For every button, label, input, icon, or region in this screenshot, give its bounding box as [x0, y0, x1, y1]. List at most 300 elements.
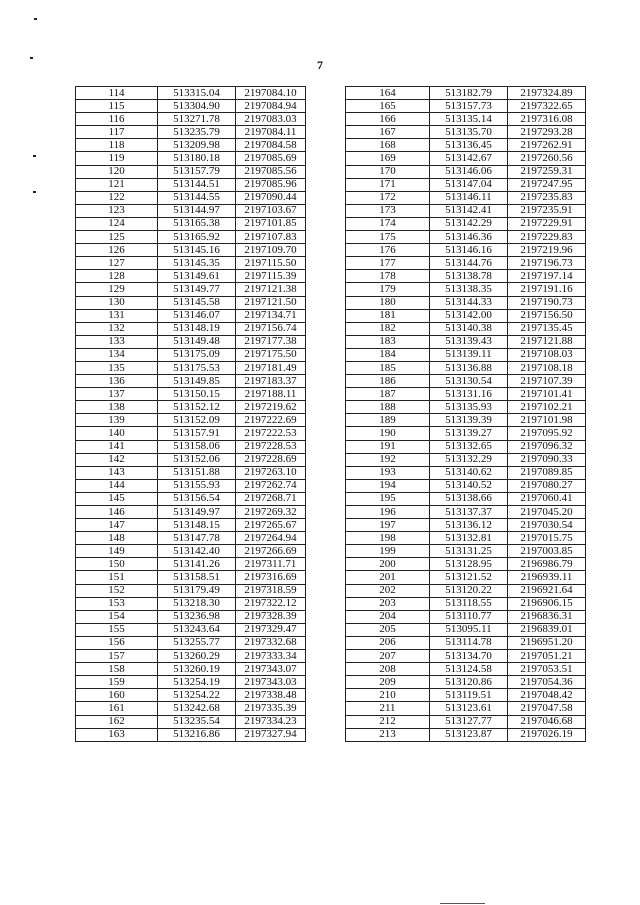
y-coordinate-cell: 2197084.94: [236, 100, 306, 113]
y-coordinate-cell: 2197134.71: [236, 309, 306, 322]
y-coordinate-cell: 2197054.36: [508, 676, 586, 689]
y-coordinate-cell: 2197188.11: [236, 388, 306, 401]
table-row: [346, 492, 586, 505]
x-coordinate-cell: 513315.04: [158, 87, 236, 100]
y-coordinate-cell: 2197135.45: [508, 322, 586, 335]
x-coordinate-cell: 513157.79: [158, 165, 236, 178]
x-coordinate-cell: 513235.54: [158, 715, 236, 728]
y-coordinate-cell: 2197107.83: [236, 231, 306, 244]
table-row: [76, 453, 306, 466]
y-coordinate-cell: 2197084.10: [236, 87, 306, 100]
point-number-cell: 186: [346, 375, 430, 388]
table-row: [346, 610, 586, 623]
point-number-cell: 197: [346, 519, 430, 532]
table-row: [76, 545, 306, 558]
y-coordinate-cell: 2197311.71: [236, 558, 306, 571]
point-number-cell: 123: [76, 204, 158, 217]
x-coordinate-cell: 513139.43: [430, 335, 508, 348]
table-row: [346, 453, 586, 466]
y-coordinate-cell: 2197107.39: [508, 375, 586, 388]
point-number-cell: 170: [346, 165, 430, 178]
table-row: [346, 257, 586, 270]
table-row: [346, 636, 586, 649]
y-coordinate-cell: 2197293.28: [508, 126, 586, 139]
x-coordinate-cell: 513149.61: [158, 270, 236, 283]
y-coordinate-cell: 2197048.42: [508, 689, 586, 702]
x-coordinate-cell: 513144.55: [158, 191, 236, 204]
point-number-cell: 139: [76, 414, 158, 427]
x-coordinate-cell: 513141.26: [158, 558, 236, 571]
x-coordinate-cell: 513140.62: [430, 466, 508, 479]
y-coordinate-cell: 2197090.33: [508, 453, 586, 466]
table-row: [76, 532, 306, 545]
point-number-cell: 171: [346, 178, 430, 191]
x-coordinate-cell: 513146.16: [430, 244, 508, 257]
table-row: [76, 296, 306, 309]
y-coordinate-cell: 2196839.01: [508, 623, 586, 636]
x-coordinate-cell: 513138.35: [430, 283, 508, 296]
point-number-cell: 158: [76, 663, 158, 676]
table-row: [76, 401, 306, 414]
y-coordinate-cell: 2197085.96: [236, 178, 306, 191]
x-coordinate-cell: 513131.25: [430, 545, 508, 558]
x-coordinate-cell: 513145.58: [158, 296, 236, 309]
x-coordinate-cell: 513145.35: [158, 257, 236, 270]
table-row: [76, 414, 306, 427]
x-coordinate-cell: 513140.52: [430, 479, 508, 492]
table-row: [346, 100, 586, 113]
table-row: [76, 165, 306, 178]
x-coordinate-cell: 513146.07: [158, 309, 236, 322]
x-coordinate-cell: 513142.00: [430, 309, 508, 322]
y-coordinate-cell: 2197060.41: [508, 492, 586, 505]
table-row: [346, 375, 586, 388]
table-row: [346, 152, 586, 165]
point-number-cell: 169: [346, 152, 430, 165]
table-row: [346, 191, 586, 204]
x-coordinate-cell: 513255.77: [158, 636, 236, 649]
x-coordinate-cell: 513260.19: [158, 663, 236, 676]
x-coordinate-cell: 513144.33: [430, 296, 508, 309]
point-number-cell: 138: [76, 401, 158, 414]
y-coordinate-cell: 2197327.94: [236, 728, 306, 741]
table-row: [76, 126, 306, 139]
x-coordinate-cell: 513146.36: [430, 231, 508, 244]
point-number-cell: 161: [76, 702, 158, 715]
y-coordinate-cell: 2197335.39: [236, 702, 306, 715]
x-coordinate-cell: 513144.51: [158, 178, 236, 191]
y-coordinate-cell: 2197316.69: [236, 571, 306, 584]
y-coordinate-cell: 2197115.50: [236, 257, 306, 270]
x-coordinate-cell: 513243.64: [158, 623, 236, 636]
table-row: [76, 584, 306, 597]
x-coordinate-cell: 513149.48: [158, 335, 236, 348]
table-row: [76, 388, 306, 401]
scan-mark: [33, 155, 36, 157]
point-number-cell: 191: [346, 440, 430, 453]
table-row: [346, 728, 586, 741]
table-row: [76, 597, 306, 610]
y-coordinate-cell: 2197109.70: [236, 244, 306, 257]
table-row: [346, 388, 586, 401]
y-coordinate-cell: 2197219.96: [508, 244, 586, 257]
point-number-cell: 178: [346, 270, 430, 283]
table-row: [76, 309, 306, 322]
point-number-cell: 184: [346, 348, 430, 361]
point-number-cell: 172: [346, 191, 430, 204]
point-number-cell: 166: [346, 113, 430, 126]
point-number-cell: 116: [76, 113, 158, 126]
point-number-cell: 146: [76, 506, 158, 519]
y-coordinate-cell: 2197222.53: [236, 427, 306, 440]
x-coordinate-cell: 513149.85: [158, 375, 236, 388]
y-coordinate-cell: 2197269.32: [236, 506, 306, 519]
y-coordinate-cell: 2197051.21: [508, 650, 586, 663]
y-coordinate-cell: 2197266.69: [236, 545, 306, 558]
point-number-cell: 160: [76, 689, 158, 702]
table-row: [76, 204, 306, 217]
point-number-cell: 144: [76, 479, 158, 492]
y-coordinate-cell: 2197080.27: [508, 479, 586, 492]
x-coordinate-cell: 513120.86: [430, 676, 508, 689]
table-row: [346, 178, 586, 191]
table-row: [346, 532, 586, 545]
y-coordinate-cell: 2196951.20: [508, 636, 586, 649]
x-coordinate-cell: 513151.88: [158, 466, 236, 479]
table-row: [76, 728, 306, 741]
table-row: [346, 217, 586, 230]
bottom-rule: [440, 903, 485, 904]
table-row: [346, 126, 586, 139]
point-number-cell: 142: [76, 453, 158, 466]
point-number-cell: 162: [76, 715, 158, 728]
x-coordinate-cell: 513136.12: [430, 519, 508, 532]
y-coordinate-cell: 2196836.31: [508, 610, 586, 623]
x-coordinate-cell: 513218.30: [158, 597, 236, 610]
y-coordinate-cell: 2197108.18: [508, 361, 586, 374]
y-coordinate-cell: 2197177.38: [236, 335, 306, 348]
x-coordinate-cell: 513158.51: [158, 571, 236, 584]
x-coordinate-cell: 513165.92: [158, 231, 236, 244]
y-coordinate-cell: 2196921.64: [508, 584, 586, 597]
scan-mark: [30, 57, 33, 59]
scan-mark: [33, 191, 36, 193]
table-row: [346, 558, 586, 571]
y-coordinate-cell: 2197046.68: [508, 715, 586, 728]
point-number-cell: 212: [346, 715, 430, 728]
x-coordinate-cell: 513120.22: [430, 584, 508, 597]
y-coordinate-cell: 2197095.92: [508, 427, 586, 440]
x-coordinate-cell: 513142.41: [430, 204, 508, 217]
y-coordinate-cell: 2197190.73: [508, 296, 586, 309]
x-coordinate-cell: 513175.09: [158, 348, 236, 361]
x-coordinate-cell: 513157.73: [430, 100, 508, 113]
point-number-cell: 125: [76, 231, 158, 244]
y-coordinate-cell: 2197259.31: [508, 165, 586, 178]
x-coordinate-cell: 513136.45: [430, 139, 508, 152]
x-coordinate-cell: 513209.98: [158, 139, 236, 152]
y-coordinate-cell: 2197338.48: [236, 689, 306, 702]
table-row: [346, 414, 586, 427]
x-coordinate-cell: 513147.78: [158, 532, 236, 545]
table-row: [346, 676, 586, 689]
x-coordinate-cell: 513135.70: [430, 126, 508, 139]
point-number-cell: 124: [76, 217, 158, 230]
table-row: [346, 309, 586, 322]
x-coordinate-cell: 513138.66: [430, 492, 508, 505]
y-coordinate-cell: 2197121.50: [236, 296, 306, 309]
x-coordinate-cell: 513236.98: [158, 610, 236, 623]
table-row: [346, 663, 586, 676]
x-coordinate-cell: 513134.70: [430, 650, 508, 663]
point-number-cell: 153: [76, 597, 158, 610]
y-coordinate-cell: 2197235.91: [508, 204, 586, 217]
point-number-cell: 193: [346, 466, 430, 479]
table-row: [346, 702, 586, 715]
y-coordinate-cell: 2197084.58: [236, 139, 306, 152]
point-number-cell: 119: [76, 152, 158, 165]
table-row: [76, 348, 306, 361]
table-row: [76, 375, 306, 388]
x-coordinate-cell: 513149.97: [158, 506, 236, 519]
x-coordinate-cell: 513130.54: [430, 375, 508, 388]
point-number-cell: 207: [346, 650, 430, 663]
point-number-cell: 205: [346, 623, 430, 636]
x-coordinate-cell: 513144.97: [158, 204, 236, 217]
point-number-cell: 131: [76, 309, 158, 322]
x-coordinate-cell: 513152.06: [158, 453, 236, 466]
table-row: [346, 322, 586, 335]
y-coordinate-cell: 2197156.74: [236, 322, 306, 335]
y-coordinate-cell: 2197229.91: [508, 217, 586, 230]
table-row: [76, 152, 306, 165]
point-number-cell: 163: [76, 728, 158, 741]
x-coordinate-cell: 513118.55: [430, 597, 508, 610]
table-row: [346, 571, 586, 584]
table-row: [76, 571, 306, 584]
table-row: [346, 401, 586, 414]
point-number-cell: 210: [346, 689, 430, 702]
y-coordinate-cell: 2197229.83: [508, 231, 586, 244]
x-coordinate-cell: 513148.19: [158, 322, 236, 335]
point-number-cell: 195: [346, 492, 430, 505]
table-row: [346, 139, 586, 152]
y-coordinate-cell: 2197260.56: [508, 152, 586, 165]
x-coordinate-cell: 513175.53: [158, 361, 236, 374]
point-number-cell: 182: [346, 322, 430, 335]
x-coordinate-cell: 513137.37: [430, 506, 508, 519]
point-number-cell: 164: [346, 87, 430, 100]
x-coordinate-cell: 513127.77: [430, 715, 508, 728]
y-coordinate-cell: 2197265.67: [236, 519, 306, 532]
table-row: [76, 636, 306, 649]
x-coordinate-cell: 513182.79: [430, 87, 508, 100]
page-number: 7: [317, 58, 323, 72]
x-coordinate-cell: 513260.29: [158, 650, 236, 663]
point-number-cell: 176: [346, 244, 430, 257]
table-row: [76, 335, 306, 348]
y-coordinate-cell: 2197015.75: [508, 532, 586, 545]
point-number-cell: 117: [76, 126, 158, 139]
table-row: [76, 506, 306, 519]
point-number-cell: 152: [76, 584, 158, 597]
table-row: [346, 335, 586, 348]
point-number-cell: 187: [346, 388, 430, 401]
y-coordinate-cell: 2197262.74: [236, 479, 306, 492]
table-row: [346, 466, 586, 479]
table-row: [346, 650, 586, 663]
y-coordinate-cell: 2196986.79: [508, 558, 586, 571]
x-coordinate-cell: 513123.87: [430, 728, 508, 741]
y-coordinate-cell: 2197121.38: [236, 283, 306, 296]
table-row: [346, 545, 586, 558]
x-coordinate-cell: 513142.29: [430, 217, 508, 230]
point-number-cell: 120: [76, 165, 158, 178]
point-number-cell: 200: [346, 558, 430, 571]
table-row: [346, 689, 586, 702]
table-row: [76, 100, 306, 113]
table-row: [76, 139, 306, 152]
y-coordinate-cell: 2197191.16: [508, 283, 586, 296]
point-number-cell: 159: [76, 676, 158, 689]
point-number-cell: 127: [76, 257, 158, 270]
y-coordinate-cell: 2197322.65: [508, 100, 586, 113]
x-coordinate-cell: 513179.49: [158, 584, 236, 597]
x-coordinate-cell: 513152.12: [158, 401, 236, 414]
x-coordinate-cell: 513136.88: [430, 361, 508, 374]
coordinates-table-right: [345, 86, 586, 742]
y-coordinate-cell: 2197318.59: [236, 584, 306, 597]
x-coordinate-cell: 513139.27: [430, 427, 508, 440]
table-row: [76, 623, 306, 636]
point-number-cell: 181: [346, 309, 430, 322]
point-number-cell: 192: [346, 453, 430, 466]
point-number-cell: 145: [76, 492, 158, 505]
table-row: [76, 610, 306, 623]
y-coordinate-cell: 2197085.69: [236, 152, 306, 165]
x-coordinate-cell: 513152.09: [158, 414, 236, 427]
x-coordinate-cell: 513139.39: [430, 414, 508, 427]
table-row: [346, 270, 586, 283]
y-coordinate-cell: 2197084.11: [236, 126, 306, 139]
point-number-cell: 136: [76, 375, 158, 388]
y-coordinate-cell: 2197121.88: [508, 335, 586, 348]
x-coordinate-cell: 513131.16: [430, 388, 508, 401]
y-coordinate-cell: 2197101.98: [508, 414, 586, 427]
x-coordinate-cell: 513149.77: [158, 283, 236, 296]
table-row: [76, 217, 306, 230]
point-number-cell: 128: [76, 270, 158, 283]
table-row: [76, 244, 306, 257]
y-coordinate-cell: 2197096.32: [508, 440, 586, 453]
y-coordinate-cell: 2197115.39: [236, 270, 306, 283]
y-coordinate-cell: 2197264.94: [236, 532, 306, 545]
y-coordinate-cell: 2197343.03: [236, 676, 306, 689]
point-number-cell: 118: [76, 139, 158, 152]
table-row: [346, 597, 586, 610]
point-number-cell: 149: [76, 545, 158, 558]
table-row: [76, 689, 306, 702]
point-number-cell: 175: [346, 231, 430, 244]
point-number-cell: 167: [346, 126, 430, 139]
x-coordinate-cell: 513139.11: [430, 348, 508, 361]
point-number-cell: 115: [76, 100, 158, 113]
y-coordinate-cell: 2197181.49: [236, 361, 306, 374]
x-coordinate-cell: 513095.11: [430, 623, 508, 636]
x-coordinate-cell: 513271.78: [158, 113, 236, 126]
table-row: [76, 676, 306, 689]
x-coordinate-cell: 513132.81: [430, 532, 508, 545]
y-coordinate-cell: 2197235.83: [508, 191, 586, 204]
x-coordinate-cell: 513124.58: [430, 663, 508, 676]
y-coordinate-cell: 2197328.39: [236, 610, 306, 623]
table-row: [76, 257, 306, 270]
x-coordinate-cell: 513135.14: [430, 113, 508, 126]
table-row: [346, 519, 586, 532]
table-row: [346, 296, 586, 309]
x-coordinate-cell: 513158.06: [158, 440, 236, 453]
y-coordinate-cell: 2197324.89: [508, 87, 586, 100]
y-coordinate-cell: 2197103.67: [236, 204, 306, 217]
x-coordinate-cell: 513140.38: [430, 322, 508, 335]
point-number-cell: 114: [76, 87, 158, 100]
x-coordinate-cell: 513157.91: [158, 427, 236, 440]
table-row: [76, 466, 306, 479]
y-coordinate-cell: 2197334.23: [236, 715, 306, 728]
y-coordinate-cell: 2197101.41: [508, 388, 586, 401]
y-coordinate-cell: 2196939.11: [508, 571, 586, 584]
point-number-cell: 141: [76, 440, 158, 453]
point-number-cell: 177: [346, 257, 430, 270]
x-coordinate-cell: 513110.77: [430, 610, 508, 623]
table-row: [76, 87, 306, 100]
table-row: [346, 283, 586, 296]
table-row: [346, 204, 586, 217]
x-coordinate-cell: 513128.95: [430, 558, 508, 571]
point-number-cell: 132: [76, 322, 158, 335]
x-coordinate-cell: 513156.54: [158, 492, 236, 505]
table-row: [76, 283, 306, 296]
x-coordinate-cell: 513155.93: [158, 479, 236, 492]
x-coordinate-cell: 513145.16: [158, 244, 236, 257]
point-number-cell: 194: [346, 479, 430, 492]
table-row: [76, 702, 306, 715]
table-row: [76, 191, 306, 204]
x-coordinate-cell: 513148.15: [158, 519, 236, 532]
table-row: [346, 506, 586, 519]
table-row: [346, 479, 586, 492]
x-coordinate-cell: 513304.90: [158, 100, 236, 113]
y-coordinate-cell: 2197196.73: [508, 257, 586, 270]
table-row: [346, 244, 586, 257]
table-row: [76, 178, 306, 191]
table-row: [76, 492, 306, 505]
coordinates-table-left: [75, 86, 306, 742]
table-row: [76, 361, 306, 374]
point-number-cell: 157: [76, 650, 158, 663]
point-number-cell: 203: [346, 597, 430, 610]
point-number-cell: 185: [346, 361, 430, 374]
point-number-cell: 189: [346, 414, 430, 427]
y-coordinate-cell: 2197089.85: [508, 466, 586, 479]
point-number-cell: 122: [76, 191, 158, 204]
point-number-cell: 154: [76, 610, 158, 623]
table-row: [76, 663, 306, 676]
point-number-cell: 165: [346, 100, 430, 113]
x-coordinate-cell: 513142.67: [430, 152, 508, 165]
table-row: [76, 113, 306, 126]
y-coordinate-cell: 2197333.34: [236, 650, 306, 663]
